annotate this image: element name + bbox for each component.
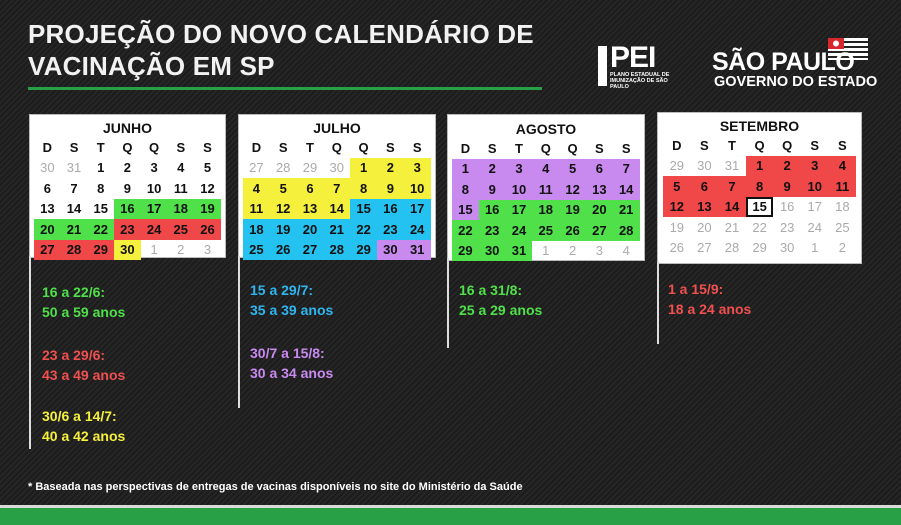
calendar-day: 1 xyxy=(452,159,479,180)
calendar-day: 24 xyxy=(506,220,533,241)
calendar-day: 9 xyxy=(377,178,404,199)
calendar-day: 20 xyxy=(586,200,613,221)
calendar-day: 9 xyxy=(773,176,801,197)
calendar-day: 20 xyxy=(697,219,712,235)
calendar-day: 7 xyxy=(323,178,350,199)
note-dates: 1 a 15/9: xyxy=(668,281,724,297)
note-ages: 40 a 42 anos xyxy=(42,428,126,444)
calendar-day: 8 xyxy=(97,180,105,196)
footnote: * Baseada nas perspectivas de entregas de vacinas disponíveis no site do Ministério da Saúde xyxy=(28,481,523,493)
calendar-day: 13 xyxy=(586,179,613,200)
note-ages: 50 a 59 anos xyxy=(42,304,126,320)
calendar-day: 11 xyxy=(829,176,857,197)
calendar-day: 29 xyxy=(350,240,377,261)
weekday-header: S xyxy=(386,139,395,155)
weekday-header: S xyxy=(621,140,631,156)
calendar-day: 22 xyxy=(87,219,114,240)
month-title: AGOSTO xyxy=(515,121,577,137)
calendar-day: 29 xyxy=(452,241,479,262)
calendar-day: 15 xyxy=(452,200,479,221)
calendar-day: 12 xyxy=(663,197,691,218)
note-junho-3 xyxy=(42,406,125,446)
weekday-header: D xyxy=(42,139,53,155)
calendar-day: 26 xyxy=(559,220,586,241)
calendar-day: 28 xyxy=(275,160,291,176)
weekday-header: S xyxy=(487,140,497,156)
title-line-1: PROJEÇÃO DO NOVO CALENDÁRIO DE xyxy=(28,19,534,49)
calendar-day: 14 xyxy=(718,197,746,218)
calendar-day: 25 xyxy=(835,219,850,235)
calendar-day: 1 xyxy=(811,240,819,256)
calendar-day: 9 xyxy=(123,180,132,196)
divider-line-junho xyxy=(29,256,31,449)
calendar-day: 25 xyxy=(167,219,194,240)
calendar-day: 6 xyxy=(691,176,719,197)
weekday-header: S xyxy=(810,137,820,153)
pei-logo-word: PEI xyxy=(610,41,656,74)
calendar-day: 2 xyxy=(123,160,132,176)
calendar-day: 4 xyxy=(177,160,185,176)
calendar-day: 14 xyxy=(323,199,350,220)
calendar-day: 1 xyxy=(746,156,774,177)
weekday-header: Q xyxy=(149,139,160,155)
calendar-grid xyxy=(243,137,431,260)
calendar-day: 31 xyxy=(506,241,533,262)
calendar-day: 21 xyxy=(613,200,640,221)
calendar-setembro xyxy=(657,112,862,264)
calendar-day: 10 xyxy=(146,180,162,196)
weekday-header: Q xyxy=(567,140,578,156)
note-julho-1 xyxy=(250,280,333,320)
calendar-day: 3 xyxy=(404,158,431,179)
calendar-day: 19 xyxy=(559,200,586,221)
calendar-day: 14 xyxy=(66,201,82,217)
calendar-day: 27 xyxy=(297,240,324,261)
calendar-day: 2 xyxy=(479,159,506,180)
weekday-header: Q xyxy=(754,137,765,153)
title-line-2: VACINAÇÃO EM SP xyxy=(28,51,275,81)
calendar-day: 11 xyxy=(532,179,559,200)
calendar-day: 2 xyxy=(773,156,801,177)
weekday-header: T xyxy=(515,140,523,156)
calendar-day: 30 xyxy=(114,240,141,261)
calendar-day: 28 xyxy=(61,240,88,261)
pei-bar-icon xyxy=(598,46,607,86)
calendar-day: 17 xyxy=(807,199,822,215)
note-ages: 18 a 24 anos xyxy=(668,301,752,317)
calendar-junho xyxy=(29,114,226,258)
calendar-day: 23 xyxy=(479,220,506,241)
pei-logo-subtitle: PLANO ESTADUAL DE IMUNIZAÇÃO DE SÃO PAULO xyxy=(610,72,670,90)
calendar-day: 22 xyxy=(452,220,479,241)
weekday-header: Q xyxy=(782,137,793,153)
calendar-day: 1 xyxy=(350,158,377,179)
calendar-day: 7 xyxy=(70,180,78,196)
calendar-day: 29 xyxy=(752,240,767,256)
weekday-header: D xyxy=(672,137,682,153)
calendar-day: 15 xyxy=(93,201,108,217)
calendar-day: 6 xyxy=(586,159,613,180)
calendar-day: 22 xyxy=(752,219,767,235)
sao-paulo-logo xyxy=(712,38,882,90)
note-dates: 16 a 31/8: xyxy=(459,282,523,298)
calendar-day: 2 xyxy=(177,242,185,258)
note-dates: 15 a 29/7: xyxy=(250,282,314,298)
calendar-day: 11 xyxy=(243,199,270,220)
sp-logo-name: SÃO PAULO xyxy=(712,48,855,76)
note-dates: 30/7 a 15/8: xyxy=(250,345,325,361)
weekday-header: S xyxy=(69,139,79,155)
divider-line-setembro xyxy=(657,262,659,344)
calendar-day: 27 xyxy=(249,160,264,176)
weekday-header: T xyxy=(728,137,736,153)
weekday-header: Q xyxy=(540,140,551,156)
calendar-day: 11 xyxy=(173,180,188,196)
calendar-day: 4 xyxy=(622,243,630,259)
calendar-day: 15 xyxy=(746,197,774,218)
calendar-day: 29 xyxy=(302,160,318,176)
calendar-day: 28 xyxy=(724,240,740,256)
calendar-day: 17 xyxy=(404,199,431,220)
weekday-header: S xyxy=(203,139,212,155)
weekday-header: T xyxy=(96,139,105,155)
calendar-day: 21 xyxy=(323,219,350,240)
calendar-day: 16 xyxy=(377,199,404,220)
calendar-day: 31 xyxy=(404,240,431,261)
calendar-day: 2 xyxy=(568,243,577,259)
calendar-day: 26 xyxy=(669,240,685,256)
note-dates: 16 a 22/6: xyxy=(42,284,106,300)
calendar-day: 30 xyxy=(40,160,55,176)
calendar-grid xyxy=(663,135,856,258)
calendar-day: 10 xyxy=(506,179,533,200)
calendar-day: 4 xyxy=(532,159,559,180)
calendar-day: 23 xyxy=(377,219,404,240)
calendar-day: 3 xyxy=(150,160,158,176)
calendar-day: 13 xyxy=(40,201,55,217)
calendar-day: 5 xyxy=(663,176,691,197)
calendar-day: 20 xyxy=(297,219,324,240)
calendar-day: 13 xyxy=(691,197,719,218)
calendar-day: 7 xyxy=(613,159,640,180)
month-title: SETEMBRO xyxy=(719,118,800,134)
note-julho-2 xyxy=(250,343,333,383)
calendar-day: 8 xyxy=(350,178,377,199)
note-junho-1 xyxy=(42,282,125,322)
weekday-header: S xyxy=(176,139,186,155)
calendar-day: 24 xyxy=(807,219,822,235)
calendar-day: 22 xyxy=(350,219,377,240)
calendar-day: 19 xyxy=(669,219,685,235)
calendar-day: 24 xyxy=(141,219,168,240)
calendar-day: 18 xyxy=(835,199,850,215)
calendar-day: 10 xyxy=(801,176,829,197)
calendar-day: 31 xyxy=(66,160,82,176)
weekday-header: D xyxy=(251,139,262,155)
note-dates: 23 a 29/6: xyxy=(42,347,106,363)
calendar-day: 23 xyxy=(779,219,795,235)
calendar-day: 8 xyxy=(746,176,774,197)
calendar-day: 26 xyxy=(270,240,297,261)
calendar-day: 19 xyxy=(270,219,297,240)
calendar-day: 15 xyxy=(350,199,377,220)
calendar-day: 1 xyxy=(542,243,550,259)
calendar-agosto xyxy=(447,114,645,261)
calendar-day: 16 xyxy=(114,199,141,220)
page-title xyxy=(28,18,534,82)
calendar-day: 17 xyxy=(141,199,168,220)
calendar-day: 21 xyxy=(724,219,740,235)
note-junho-2 xyxy=(42,345,125,385)
weekday-header: D xyxy=(460,140,471,156)
month-title: JUNHO xyxy=(102,120,152,136)
calendar-day: 28 xyxy=(323,240,350,261)
calendar-day: 3 xyxy=(203,242,212,258)
calendar-day: 16 xyxy=(779,199,795,215)
calendar-day: 24 xyxy=(404,219,431,240)
note-agosto-1 xyxy=(459,280,542,320)
calendar-day: 8 xyxy=(452,179,479,200)
note-ages: 30 a 34 anos xyxy=(250,365,334,381)
calendar-day: 6 xyxy=(297,178,324,199)
calendar-day: 27 xyxy=(697,240,712,256)
weekday-header: Q xyxy=(122,139,133,155)
calendar-day: 30 xyxy=(779,240,795,256)
calendar-day: 1 xyxy=(97,160,105,176)
weekday-header: Q xyxy=(358,139,369,155)
calendar-day: 20 xyxy=(34,219,61,240)
calendar-day: 23 xyxy=(114,219,141,240)
divider-line-julho xyxy=(238,256,240,408)
note-ages: 35 a 39 anos xyxy=(250,302,334,318)
calendar-julho xyxy=(238,114,436,258)
calendar-day: 5 xyxy=(203,160,212,176)
calendar-day: 4 xyxy=(829,156,857,177)
calendar-day: 3 xyxy=(595,243,603,259)
month-title: JULHO xyxy=(313,120,361,136)
bottom-stripe-green xyxy=(0,508,901,525)
calendar-day: 30 xyxy=(329,160,345,176)
calendar-day: 16 xyxy=(479,200,506,221)
calendar-day: 26 xyxy=(194,219,221,240)
calendar-day: 27 xyxy=(34,240,61,261)
calendar-day: 12 xyxy=(559,179,586,200)
calendar-day: 10 xyxy=(404,178,431,199)
calendar-day: 9 xyxy=(479,179,506,200)
title-underline xyxy=(28,87,542,90)
note-dates: 30/6 a 14/7: xyxy=(42,408,117,424)
calendar-day: 4 xyxy=(243,178,270,199)
calendar-day: 27 xyxy=(586,220,613,241)
calendar-day: 12 xyxy=(270,199,297,220)
calendar-day: 13 xyxy=(297,199,324,220)
calendar-day: 30 xyxy=(377,240,404,261)
weekday-header: S xyxy=(838,137,847,153)
calendar-day: 6 xyxy=(43,180,51,196)
weekday-header: Q xyxy=(331,139,342,155)
calendar-day: 31 xyxy=(724,158,740,174)
calendar-day: 21 xyxy=(61,219,88,240)
weekday-header: S xyxy=(278,139,288,155)
calendar-day: 14 xyxy=(613,179,640,200)
calendar-day: 17 xyxy=(506,200,533,221)
calendar-day: 25 xyxy=(532,220,559,241)
calendar-day: 29 xyxy=(87,240,114,261)
note-setembro-1 xyxy=(668,279,751,319)
divider-line-agosto xyxy=(447,258,449,348)
pei-logo xyxy=(598,41,688,90)
calendar-day: 18 xyxy=(243,219,270,240)
calendar-day: 28 xyxy=(613,220,640,241)
calendar-day: 19 xyxy=(194,199,221,220)
calendar-day: 7 xyxy=(718,176,746,197)
calendar-day: 1 xyxy=(150,242,158,258)
calendar-day: 25 xyxy=(243,240,270,261)
weekday-header: S xyxy=(595,140,604,156)
calendar-day: 30 xyxy=(479,241,506,262)
weekday-header: T xyxy=(306,139,314,155)
calendar-grid xyxy=(452,138,640,261)
calendar-day: 5 xyxy=(559,159,586,180)
calendar-day: 30 xyxy=(697,158,712,174)
calendar-day: 18 xyxy=(167,199,194,220)
sp-logo-subtitle: GOVERNO DO ESTADO xyxy=(714,74,878,90)
calendar-day: 18 xyxy=(532,200,559,221)
calendar-day: 2 xyxy=(838,240,846,256)
calendar-day: 2 xyxy=(377,158,404,179)
calendar-day: 3 xyxy=(801,156,829,177)
calendar-day: 3 xyxy=(506,159,533,180)
calendar-day: 5 xyxy=(270,178,297,199)
calendar-day: 29 xyxy=(669,158,685,174)
calendar-day: 12 xyxy=(200,180,215,196)
weekday-header: S xyxy=(700,137,709,153)
calendar-grid xyxy=(34,137,221,260)
weekday-header: S xyxy=(412,139,422,155)
note-ages: 43 a 49 anos xyxy=(42,367,126,383)
note-ages: 25 a 29 anos xyxy=(459,302,543,318)
